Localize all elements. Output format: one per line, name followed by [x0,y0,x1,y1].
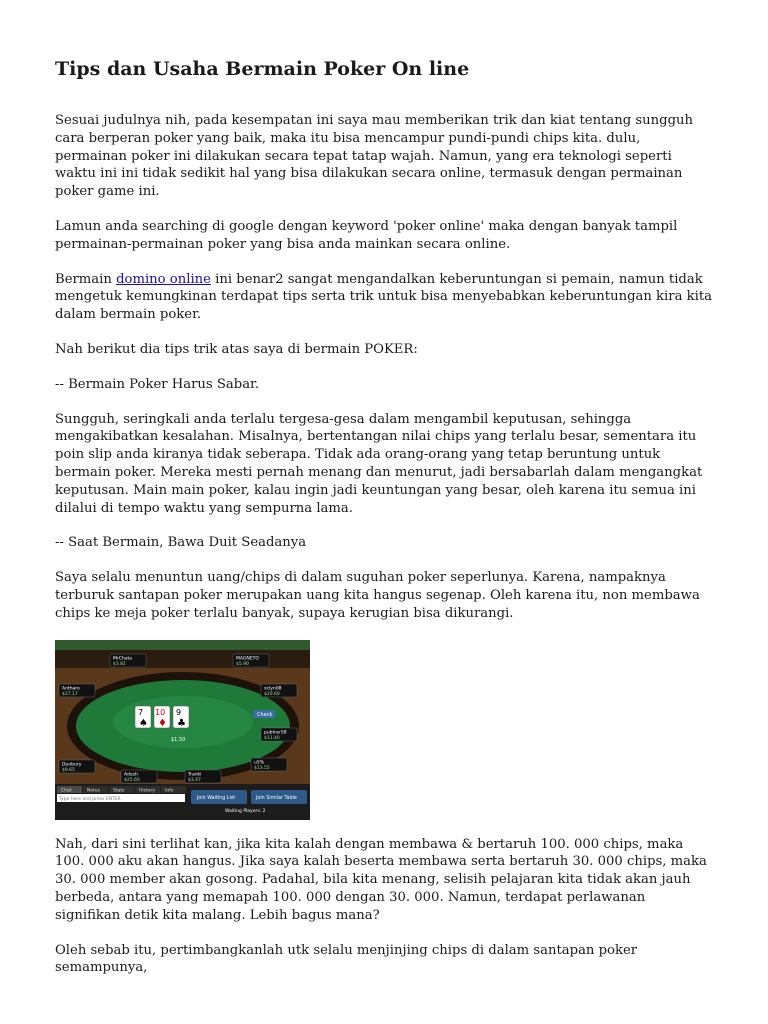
player-name: Tranki [188,772,202,778]
poker-table-screenshot [55,640,310,820]
player-chips: $13.55 [254,765,270,771]
chat-tab-label: Notes [87,788,100,794]
card-suit: ♣ [177,717,186,729]
player-chips: $5.90 [236,661,249,667]
player-name: Dunbury [62,762,82,768]
player-name: MrChata [113,656,133,662]
chat-tab-label: History [139,788,156,794]
card-rank: 10 [155,707,166,717]
player-name: xclyn08 [264,686,282,692]
card-suit: ♦ [158,717,167,729]
poker-table-image [55,640,310,820]
player-name: publnsr58 [264,730,287,736]
player-chips: $11.40 [264,735,280,741]
paragraph-tips-intro: Nah berikut dia tips trik atas saya di bermain POKER: [55,341,418,357]
player-chips: $27.17 [62,691,78,697]
section-heading-sabar: -- Bermain Poker Harus Sabar. [55,376,260,392]
player-chips: $9.65 [62,767,75,773]
player-chips: $20.60 [264,691,280,697]
player-chips: $25.60 [124,777,140,783]
paragraph-intro: Sesuai judulnya nih, pada kesempatan ini saya mau memberikan trik dan kiat tentang sungguh cara berperan poker yang baik, maka itu bisa mencampur pundi-pundi chips kita. dulu, permainan poker ini dilakukan secara tepat tatap wajah. Namun, yang era teknologi seperti waktu ini ini tidak sedikit hal yang bisa dilakukan secara online, termasuk dengan permainan poker game ini. [55,113,694,200]
card-rank: 7 [138,707,144,717]
check-button-label: Check [257,711,273,718]
pot-amount: $1.50 [171,736,186,743]
card-rank: 9 [176,707,182,717]
player-name: u5% [254,760,264,766]
chat-tabs [57,786,186,794]
paragraph-comparison: Nah, dari sini terlihat kan, jika kita kalah dengan membawa & bertaruh 100. 000 chips, maka 100. 000 aku akan hangus. Jika saya kalah beserta membawa serta bertaruh 30. 000 chips, maka 30. 000 member akan gosong. Padahal, bila kita menang, selisih pelajaran kita tidak akan jauh berbeda, antara yang memapah 100. 000 dengan 30. 000. Namun, terdapat perlawanan signifikan detik kita malang. Lebih bagus mana? [55,836,707,923]
player-chips: $3.81 [113,661,126,667]
chat-placeholder: Type here and press ENTER [59,796,121,802]
player-name: MAGNETO [236,656,259,662]
card-suit: ♠ [139,717,148,729]
text-segment: Bermain [55,271,117,287]
paragraph-sabar: Sungguh, seringkali anda terlalu tergesa-gesa dalam mengambil keputusan, sehingga mengakibatkan kesalahan. Misalnya, bertentangan nilai chips yang terlalu besar, sementara itu poin slip anda kiranya tidak seberapa. Tidak ada orang-orang yang tetap beruntung untuk bermain poker. Mereka mesti pernah menang dan menurut, jadi bersabarlah dalam mengangkat keputusan. Main main poker, kalau ingin jadi keuntungan yang besar, oleh karena itu semua ini dilalui di tempo waktu yang sempurna lama. [55,411,703,516]
player-name: Adesh [124,772,138,778]
paragraph-domino [55,271,713,324]
paragraph-search: Lamun anda searching di google dengan keyword 'poker online' maka dengan banyak tampil permainan-permainan poker yang bisa anda mainkan secara online. [55,218,678,252]
paragraph-closing: Oleh sebab itu, pertimbangkanlah utk selalu menjinjing chips di dalam santapan poker semampunya, [55,942,638,976]
page-title: Tips dan Usaha Bermain Poker On line [55,58,470,80]
domino-online-link[interactable]: domino online [116,271,211,287]
paragraph-duit: Saya selalu menuntun uang/chips di dalam suguhan poker seperlunya. Karena, nampaknya terburuk santapan poker merupakan uang kita hangus segenap. Oleh karena itu, non membawa chips ke meja poker terlalu banyak, supaya kerugian bisa dikurangi. [55,570,700,621]
player-chips: $3.47 [188,777,201,783]
waiting-players-label: Waiting Players: 2 [225,808,266,814]
community-cards [135,706,189,729]
player-name: Antharo [62,686,80,692]
chat-tab-label: Stats [113,788,125,794]
chat-tab-label: Chat [61,788,72,794]
title-bar [55,640,310,650]
section-heading-duit: -- Saat Bermain, Bawa Duit Seadanya [55,535,307,551]
chat-tab-label: Info [165,788,174,794]
join-similar-table-label: Join Similar Table [256,795,297,801]
join-waiting-list-label: Join Waiting List [197,795,236,801]
text-segment: ini benar2 sangat mengandalkan keberuntungan si pemain, namun tidak mengetuk kemungkinan terdapat tips serta trik untuk bisa menyebabkan keberuntungan kira kita dalam bermain poker. [55,271,712,323]
